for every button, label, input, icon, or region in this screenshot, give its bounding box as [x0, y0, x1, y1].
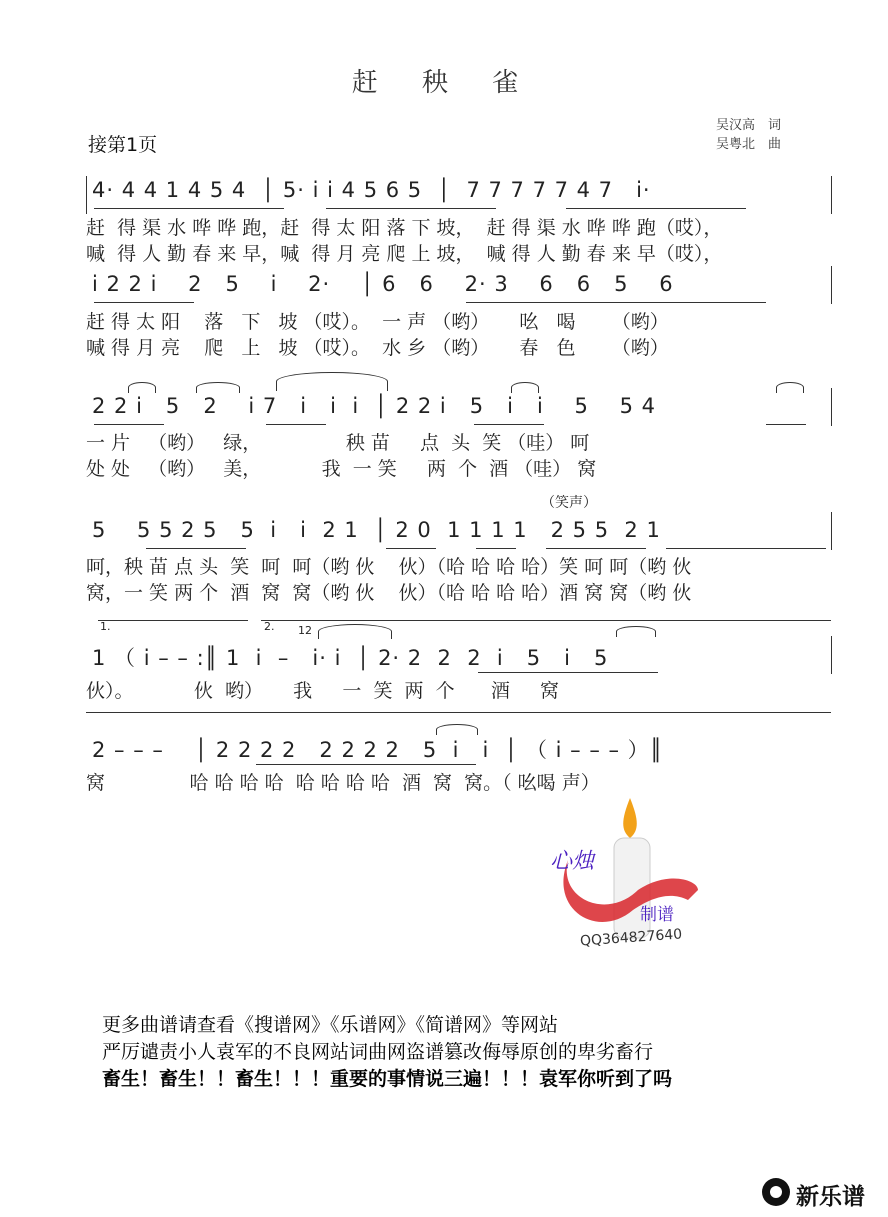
continuation-note: 接第1页 [88, 134, 158, 156]
notation-line: 2 – – – │ 2 2 2 2 2 2 2 2 5 i i │ （ i – – – ）║ [92, 738, 664, 762]
notation-line: 4· 4 4 1 4 5 4 │ 5· i i 4 5 6 5 │ 7 7 7 7 7 4 7 i· [92, 178, 651, 202]
grace-note: 12 [298, 624, 312, 637]
score-system-6 [86, 712, 831, 797]
volta-1-label: 1. [100, 620, 111, 633]
notation-line: 5 5 5 2 5 5 i i 2 1 │ 2 0 1 1 1 1 2 5 5 2 1 [92, 518, 661, 542]
candle-logo [548, 790, 718, 960]
lyrics-verse-2: 处 处 （哟） 美， 我 一 笑 两 个 酒 （哇） 窝 [86, 458, 597, 480]
laughter-annotation: （笑声） [541, 495, 597, 511]
lyrics-verse-1: 窝 哈 哈 哈 哈 哈 哈 哈 哈 酒 窝 窝。（ 吆喝 声） [86, 772, 600, 794]
lyrics-verse-1: 赶 得 太 阳 落 下 坡 （哎）。 一 声 （哟） 吆 喝 （哟） [86, 311, 669, 333]
notation-line: i 2 2 i 2 5 i 2· │ 6 6 2· 3 6 6 5 6 [92, 272, 674, 296]
logo-text-zhipu: 制谱 [640, 905, 674, 925]
lyrics-verse-2: 窝，一 笑 两 个 酒 窝 窝（哟 伙 伙）（哈 哈 哈 哈）酒 窝 窝（哟 伙 [86, 582, 692, 604]
brand-name: 新乐谱 [796, 1184, 865, 1210]
lyrics-verse-1: 一 片 （哟） 绿， 秧 苗 点 头 笑 （哇） 呵 [86, 432, 590, 454]
logo-qq: QQ364827640 [579, 926, 683, 950]
lyrics-verse-1: 呵，秧 苗 点 头 笑 呵 呵（哟 伙 伙）（哈 哈 哈 哈）笑 呵 呵（哟 伙 [86, 556, 692, 578]
disc-center-icon [770, 1186, 782, 1198]
composer-credit: 吴粤北 曲 [716, 137, 782, 152]
footer-line-1: 更多曲谱请查看《搜谱网》《乐谱网》《简谱网》等网站 [102, 1014, 559, 1036]
footer-line-3: 畜生！畜生！！畜生！！！重要的事情说三遍！！！袁军你听到了吗 [102, 1068, 673, 1090]
lyrics-verse-1: 伙）。 伙 哟） 我 一 笑 两 个 酒 窝 [86, 680, 560, 702]
score-system-3 [86, 380, 831, 480]
notation-line: 1 （ i – – :║ 1 i – i· i │ 2· 2 2 2 i 5 i 5 [92, 646, 609, 670]
score-system-4 [86, 492, 831, 602]
song-title: 赶 秧 雀 [351, 68, 537, 98]
footer-line-2: 严厉谴责小人袁军的不良网站词曲网盗谱篡改侮辱原创的卑劣畜行 [102, 1041, 654, 1063]
score-system-5 [86, 614, 831, 704]
lyrics-verse-1: 赶 得 渠 水 哗 哗 跑，赶 得 太 阳 落 下 坡， 赶 得 渠 水 哗 哗 跑（哎）， [86, 217, 723, 239]
lyricist-credit: 吴汉高 词 [716, 118, 782, 133]
logo-text-xinzhu: 心烛 [550, 849, 595, 874]
notation-line: 2 2 i 5 2 i 7 i i i │ 2 2 i 5 i i 5 5 4 [92, 394, 657, 418]
volta-2-label: 2. [264, 620, 275, 633]
lyrics-verse-2: 喊 得 月 亮 爬 上 坡 （哎）。 水 乡 （哟） 春 色 （哟） [86, 337, 669, 359]
score-system-1 [86, 168, 831, 263]
score-system-2 [86, 262, 831, 357]
lyrics-verse-2: 喊 得 人 勤 春 来 早，喊 得 月 亮 爬 上 坡， 喊 得 人 勤 春 来 早（哎）， [86, 243, 723, 265]
